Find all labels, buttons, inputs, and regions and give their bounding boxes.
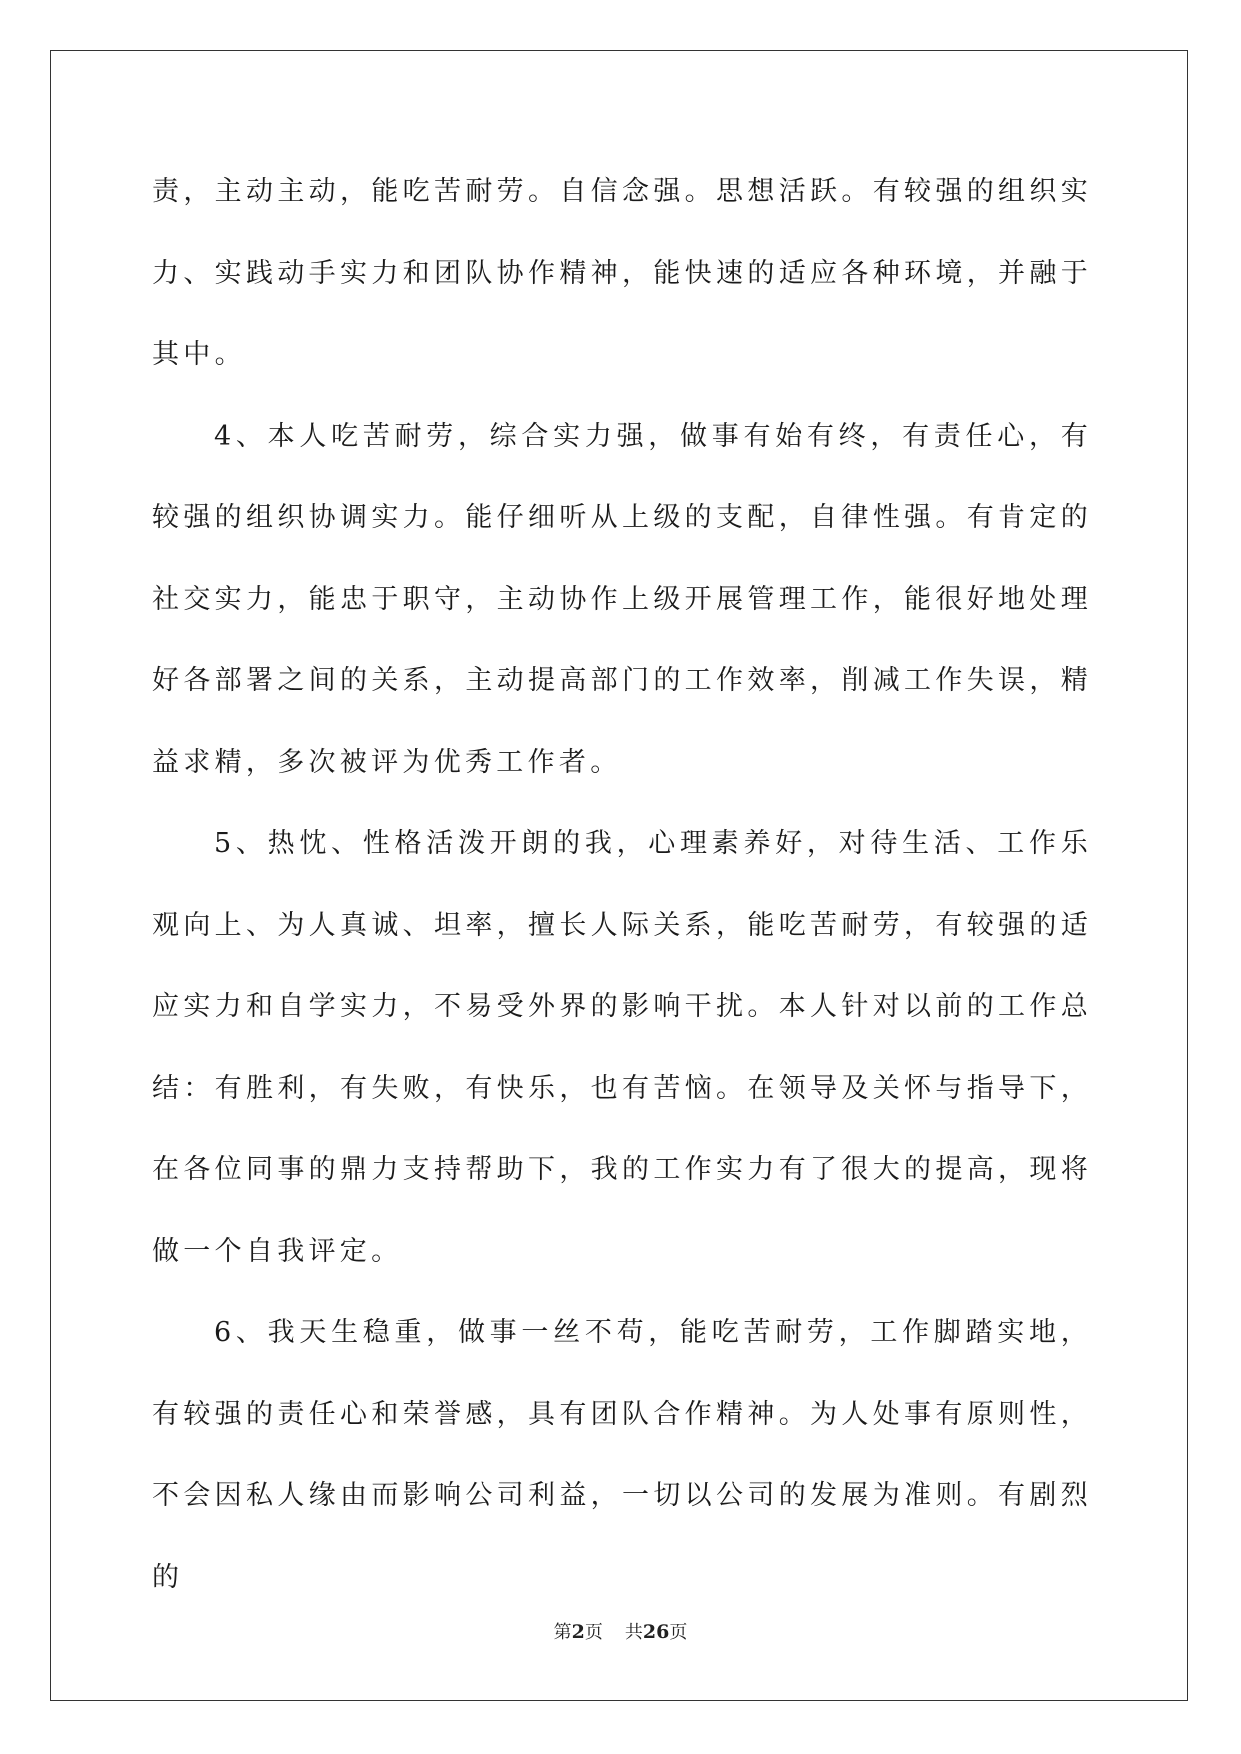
- document-body: [152, 151, 1092, 1618]
- paragraph-item-6: 6、我天生稳重，做事一丝不苟，能吃苦耐劳，工作脚踏实地，有较强的责任心和荣誉感，具有团队合作精神。为人处事有原则性，不会因私人缘由而影响公司利益，一切以公司的发展为准则。有剧烈的: [152, 1317, 1092, 1593]
- total-pages: 26: [642, 1621, 670, 1643]
- total-prefix: 共: [624, 1622, 643, 1643]
- page-footer: [0, 1618, 1241, 1644]
- paragraph-item-5: 5、热忱、性格活泼开朗的我，心理素养好，对待生活、工作乐观向上、为人真诚、坦率，擅长人际关系，能吃苦耐劳，有较强的适应实力和自学实力，不易受外界的影响干扰。本人针对以前的工作总结：有胜利，有失败，有快乐，也有苦恼。在领导及关怀与指导下，在各位同事的鼎力支持帮助下，我的工作实力有了很大的提高，现将做一个自我评定。: [152, 828, 1092, 1267]
- page-suffix: 页: [584, 1622, 603, 1643]
- page-number: 2: [571, 1621, 585, 1643]
- page-prefix: 第: [553, 1622, 572, 1643]
- paragraph-item-4: 4、本人吃苦耐劳，综合实力强，做事有始有终，有责任心，有较强的组织协调实力。能仔细听从上级的支配，自律性强。有肯定的社交实力，能忠于职守，主动协作上级开展管理工作，能很好地处理好各部署之间的关系，主动提高部门的工作效率，削减工作失误，精益求精，多次被评为优秀工作者。: [152, 420, 1092, 778]
- total-suffix: 页: [669, 1622, 688, 1643]
- paragraph-continuation: 责，主动主动，能吃苦耐劳。自信念强。思想活跃。有较强的组织实力、实践动手实力和团队协作精神，能快速的适应各种环境，并融于其中。: [152, 176, 1092, 370]
